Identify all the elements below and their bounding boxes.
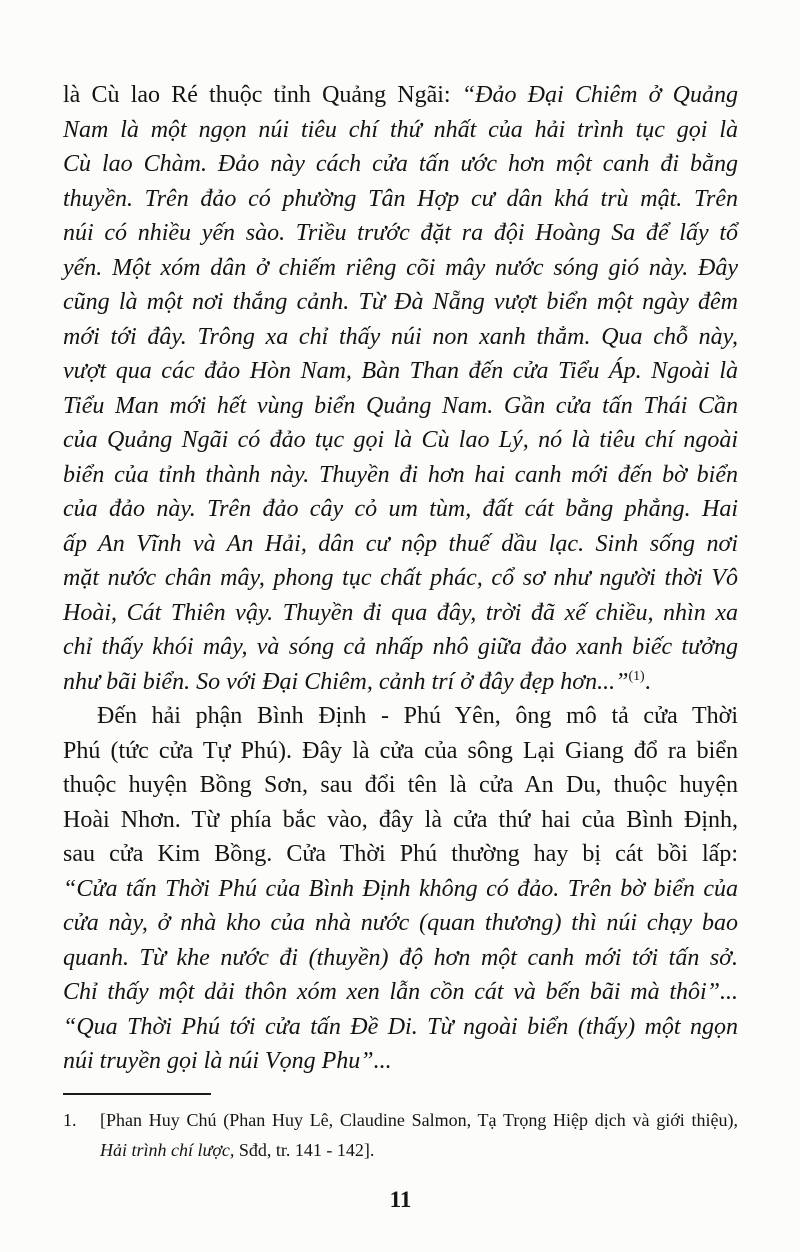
page-body-text	[63, 78, 738, 1079]
text-segment: mặt nước chân mây, phong tục chất phác, cổ sơ như người thời Vô	[63, 565, 738, 591]
text-segment: Tiểu Man mới hết vùng biển Quảng Nam. Gần cửa tấn Thái Cần	[63, 392, 738, 419]
text-line	[63, 216, 738, 251]
text-line	[63, 941, 738, 976]
text-line	[63, 113, 738, 148]
text-line	[63, 837, 738, 872]
text-line	[63, 1010, 738, 1045]
quote-paragraph-cu-lao-re	[63, 78, 738, 699]
text-segment: mới tới đây. Trông xa chỉ thấy núi non xanh thẳm. Qua chỗ này,	[63, 323, 738, 350]
text-segment: núi truyền gọi là núi Vọng Phu”...	[63, 1048, 392, 1074]
text-line	[63, 803, 738, 838]
text-segment: núi có nhiều yến sào. Triều trước đặt ra đội Hoàng Sa để lấy tổ	[63, 220, 738, 246]
text-segment: “Đảo Đại Chiêm ở Quảng	[461, 82, 738, 108]
text-line	[63, 320, 738, 355]
text-segment: Đến hải phận Bình Định - Phú Yên, ông mô tả cửa Thời	[97, 703, 738, 729]
text-line	[63, 354, 738, 389]
text-line	[63, 596, 738, 631]
text-line	[63, 734, 738, 769]
footnote-separator	[63, 1093, 211, 1095]
text-line	[63, 975, 738, 1010]
text-line	[100, 1135, 738, 1165]
footnote-reference-mark: (1)	[628, 668, 645, 684]
text-segment: Chỉ thấy một dải thôn xóm xen lẫn cồn cát và bến bãi mà thôi”...	[63, 979, 738, 1005]
text-line	[63, 527, 738, 562]
text-segment: Hoài Nhơn. Từ phía bắc vào, đây là cửa thứ hai của Bình Định,	[63, 806, 738, 833]
text-segment: Sđd, tr. 141 - 142].	[234, 1139, 375, 1160]
text-line	[63, 906, 738, 941]
text-segment: quanh. Từ khe nước đi (thuyền) độ hơn một canh mới tới tấn sở.	[63, 944, 738, 971]
text-segment: Phú (tức cửa Tự Phú). Đây là cửa của sông Lại Giang đổ ra biển	[63, 737, 738, 764]
text-segment: chỉ thấy khói mây, và sóng cả nhấp nhô giữa đảo xanh biếc tưởng	[63, 634, 738, 660]
text-segment: “Cửa tấn Thời Phú của Bình Định không có đảo. Trên bờ biển của	[63, 875, 738, 902]
text-line	[63, 1044, 738, 1079]
text-line	[63, 78, 738, 113]
text-segment: sau cửa Kim Bồng. Cửa Thời Phú thường hay bị cát bồi lấp:	[63, 841, 738, 867]
text-line	[63, 458, 738, 493]
text-segment: yến. Một xóm dân ở chiếm riêng cõi mây nước sóng gió này. Đây	[63, 254, 738, 281]
text-segment: vượt qua các đảo Hòn Nam, Bàn Than đến cửa Tiểu Áp. Ngoài là	[63, 358, 738, 384]
text-segment: thuyền. Trên đảo có phường Tân Hợp cư dân khá trù mật. Trên	[63, 185, 738, 212]
text-segment: ấp An Vĩnh và An Hải, dân cư nộp thuế dầu lạc. Sinh sống nơi	[63, 530, 738, 557]
paragraph-binh-dinh-phu-yen	[63, 699, 738, 1079]
text-line	[63, 872, 738, 907]
text-segment: Nam là một ngọn núi tiêu chí thứ nhất của hải trình tục gọi là	[63, 116, 738, 143]
text-segment: [Phan Huy Chú (Phan Huy Lê, Claudine Salmon, Tạ Trọng Hiệp dịch và giới thiệu),	[100, 1109, 738, 1130]
text-line	[63, 251, 738, 286]
text-line	[63, 630, 738, 665]
text-line	[63, 768, 738, 803]
footnote	[63, 1105, 738, 1165]
text-segment: Hải trình chí lược,	[100, 1139, 235, 1160]
text-segment: như bãi biển. So với Đại Chiêm, cảnh trí ở đây đẹp hơn...”	[63, 668, 629, 695]
text-line	[63, 561, 738, 596]
text-segment: của Quảng Ngãi có đảo tục gọi là Cù lao Lý, nó là tiêu chí ngoài	[63, 427, 738, 453]
text-line	[63, 182, 738, 217]
text-line	[63, 389, 738, 424]
text-line	[63, 147, 738, 182]
text-segment: của đảo này. Trên đảo cây cỏ um tùm, đất cát bằng phẳng. Hai	[63, 496, 738, 522]
footnote-number: 1.	[63, 1109, 77, 1130]
text-segment: là Cù lao Ré thuộc tỉnh Quảng Ngãi:	[63, 82, 462, 108]
text-line	[100, 1105, 738, 1135]
text-line	[63, 665, 738, 700]
text-segment: .	[644, 668, 651, 695]
text-line	[63, 285, 738, 320]
footnote-text	[100, 1105, 738, 1165]
text-line	[63, 492, 738, 527]
text-segment: biển của tỉnh thành này. Thuyền đi hơn hai canh mới đến bờ biển	[63, 461, 738, 488]
text-segment: Cù lao Chàm. Đảo này cách cửa tấn ước hơn một canh đi bằng	[63, 151, 738, 177]
text-segment: Hoài, Cát Thiên vậy. Thuyền đi qua đây, trời đã xế chiều, nhìn xa	[63, 599, 738, 626]
text-segment: cửa này, ở nhà kho của nhà nước (quan thương) thì núi chạy bao	[63, 910, 738, 936]
text-segment: “Qua Thời Phú tới cửa tấn Đề Di. Từ ngoài biển (thấy) một ngọn	[63, 1013, 738, 1040]
text-segment: cũng là một nơi thắng cảnh. Từ Đà Nẵng vượt biển một ngày đêm	[63, 289, 738, 315]
text-line	[63, 423, 738, 458]
text-segment: thuộc huyện Bồng Sơn, sau đổi tên là cửa An Du, thuộc huyện	[63, 772, 738, 798]
text-line	[63, 699, 738, 734]
page-number: 11	[389, 1186, 412, 1212]
